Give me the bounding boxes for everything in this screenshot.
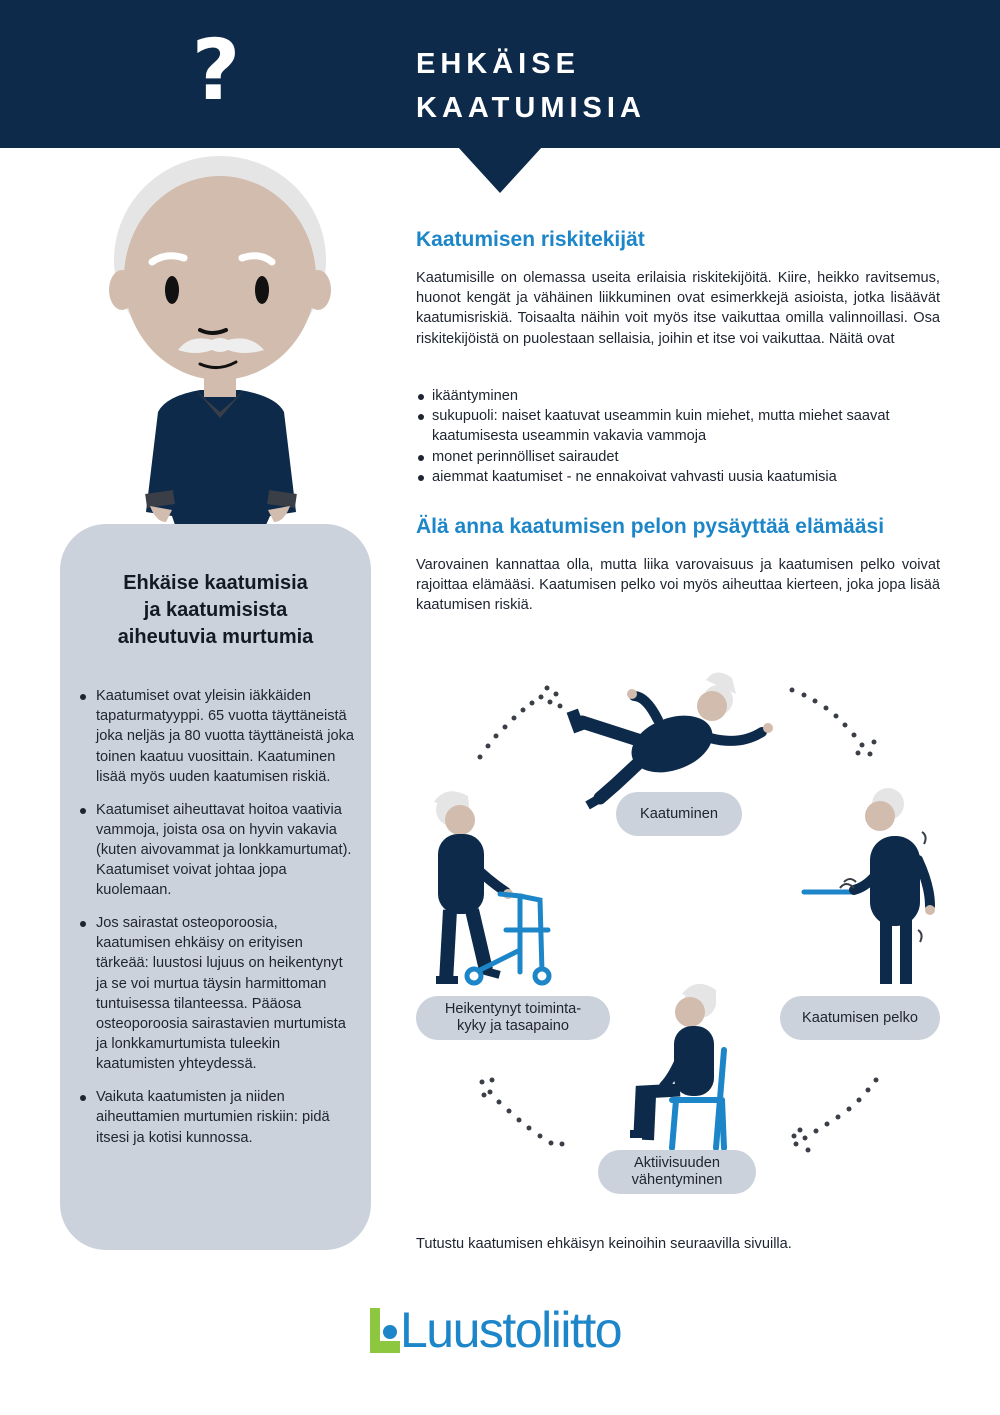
page-title-line-2: KAATUMISIA bbox=[416, 92, 646, 124]
sidebar-title-line-1: Ehkäise kaatumisia bbox=[123, 572, 308, 594]
dotted-arc-bottom-left bbox=[480, 1078, 565, 1147]
eye-left bbox=[165, 276, 179, 304]
sidebar-list-item: Kaatumiset aiheuttavat hoitoa vaativia vammoja, joista osa on hyvin vakavia (kuten aivovammat ja lonkkamurtumat). Kaatumiset voivat johtaa jopa kuolemaan. bbox=[80, 800, 355, 901]
page-title bbox=[416, 42, 646, 130]
risk-list-item: aiemmat kaatumiset - ne ennakoivat vahvasti uusia kaatumisia bbox=[416, 467, 946, 487]
risk-list-item: sukupuoli: naiset kaatuvat useammin kuin miehet, mutta miehet saavat kaatumisesta useammin vakavia vammoja bbox=[416, 406, 946, 446]
dotted-arc-bottom-right bbox=[792, 1078, 879, 1153]
cycle-label-activity-line-2: vähentyminen bbox=[631, 1172, 723, 1188]
luustoliitto-logo-icon bbox=[370, 1308, 400, 1353]
sidebar-list-item: Jos sairastat osteoporoosia, kaatumisen ehkäisy on erityisen tärkeää: luustosi lujuus on heikentynyt ja se voi murtua täysin harmittoman tuntuisessa tilanteessa. Pääosa osteoporoosia sairastavien murtumista ja lonkkamurtumista tuleekin kaatumisten yhteydessä. bbox=[80, 913, 355, 1075]
footer-text: Tutustu kaatumisen ehkäisyn keinoihin seuraavilla sivuilla. bbox=[416, 1236, 792, 1252]
sidebar-title-line-2: ja kaatumisista bbox=[143, 599, 288, 621]
cycle-label-weakened-line-1: Heikentynyt toiminta- bbox=[444, 1001, 582, 1017]
sidebar-panel bbox=[60, 524, 371, 1250]
walker-person-icon bbox=[434, 791, 513, 984]
sidebar-title bbox=[60, 570, 371, 651]
page-title-line-1: EHKÄISE bbox=[416, 48, 580, 80]
fearful-person-icon bbox=[804, 788, 935, 984]
risk-list bbox=[416, 386, 946, 487]
dotted-arc-top-right bbox=[790, 688, 877, 757]
header-banner bbox=[0, 0, 1000, 148]
cycle-label-falling bbox=[616, 792, 742, 836]
sidebar-list-item: Vaikuta kaatumisten ja niiden aiheuttamien murtumien riskiin: pidä itsesi ja kotisi kunnossa. bbox=[80, 1087, 355, 1148]
fear-paragraph: Varovainen kannattaa olla, mutta liika varovaisuus ja kaatumisen pelko voivat rajoittaa elämääsi. Kaatumisen pelko voi myös aiheuttaa kierteen, joka jopa lisää kaatumisen riskiä. bbox=[416, 557, 940, 614]
cycle-label-fear-text: Kaatumisen pelko bbox=[801, 1009, 918, 1026]
logo-text: Luustoliitto bbox=[400, 1302, 622, 1358]
cycle-label-fear bbox=[780, 996, 940, 1040]
sidebar-title-line-3: aiheutuvia murtumia bbox=[117, 626, 314, 648]
fall-cycle-diagram bbox=[410, 650, 955, 1210]
question-mark-icon: ? bbox=[191, 21, 241, 119]
fear-heading: Älä anna kaatumisen pelon pysäyttää elämääsi bbox=[416, 515, 885, 538]
elderly-man-illustration bbox=[100, 150, 340, 530]
falling-person-icon bbox=[567, 672, 773, 809]
cycle-label-falling-text: Kaatuminen bbox=[640, 805, 718, 822]
risk-list-item: ikääntyminen bbox=[416, 386, 946, 406]
cycle-label-weakened-line-2: kyky ja tasapaino bbox=[457, 1018, 569, 1034]
luustoliitto-logo bbox=[370, 1300, 640, 1360]
cycle-label-weakened bbox=[416, 996, 610, 1040]
dotted-arc-top-left bbox=[478, 686, 563, 760]
sidebar-list-item: Kaatumiset ovat yleisin iäkkäiden tapaturmatyyppi. 65 vuotta täyttäneistä joka neljäs ja 80 vuotta täyttäneistä joka toinen kaatuu vuosittain. Kaatuminen lisää myös uuden kaatumisen riskiä. bbox=[80, 686, 355, 787]
risk-paragraph: Kaatumisille on olemassa useita erilaisia riskitekijöitä. Kiire, heikko ravitsemus, huonot kengät ja vähäinen liikkuminen ovat esimerkkejä asioista, jotka lisäävät kaatumisriskiä. Toisaalta näihin voit myös itse vaikuttaa omilla valinnoillasi. Osa riskitekijöistä on puolestaan sellaisia, joihin et itse voi vaikuttaa. Näitä ovat bbox=[416, 270, 940, 347]
risk-heading: Kaatumisen riskitekijät bbox=[416, 228, 645, 251]
risk-list-item: monet perinnölliset sairaudet bbox=[416, 447, 946, 467]
cycle-label-activity bbox=[598, 1150, 756, 1194]
eye-right bbox=[255, 276, 269, 304]
cycle-label-activity-line-1: Aktiivisuuden bbox=[634, 1155, 720, 1171]
header-pointer bbox=[458, 147, 542, 193]
fall-cycle-graphics bbox=[410, 650, 955, 1210]
sidebar-list bbox=[80, 686, 355, 1160]
